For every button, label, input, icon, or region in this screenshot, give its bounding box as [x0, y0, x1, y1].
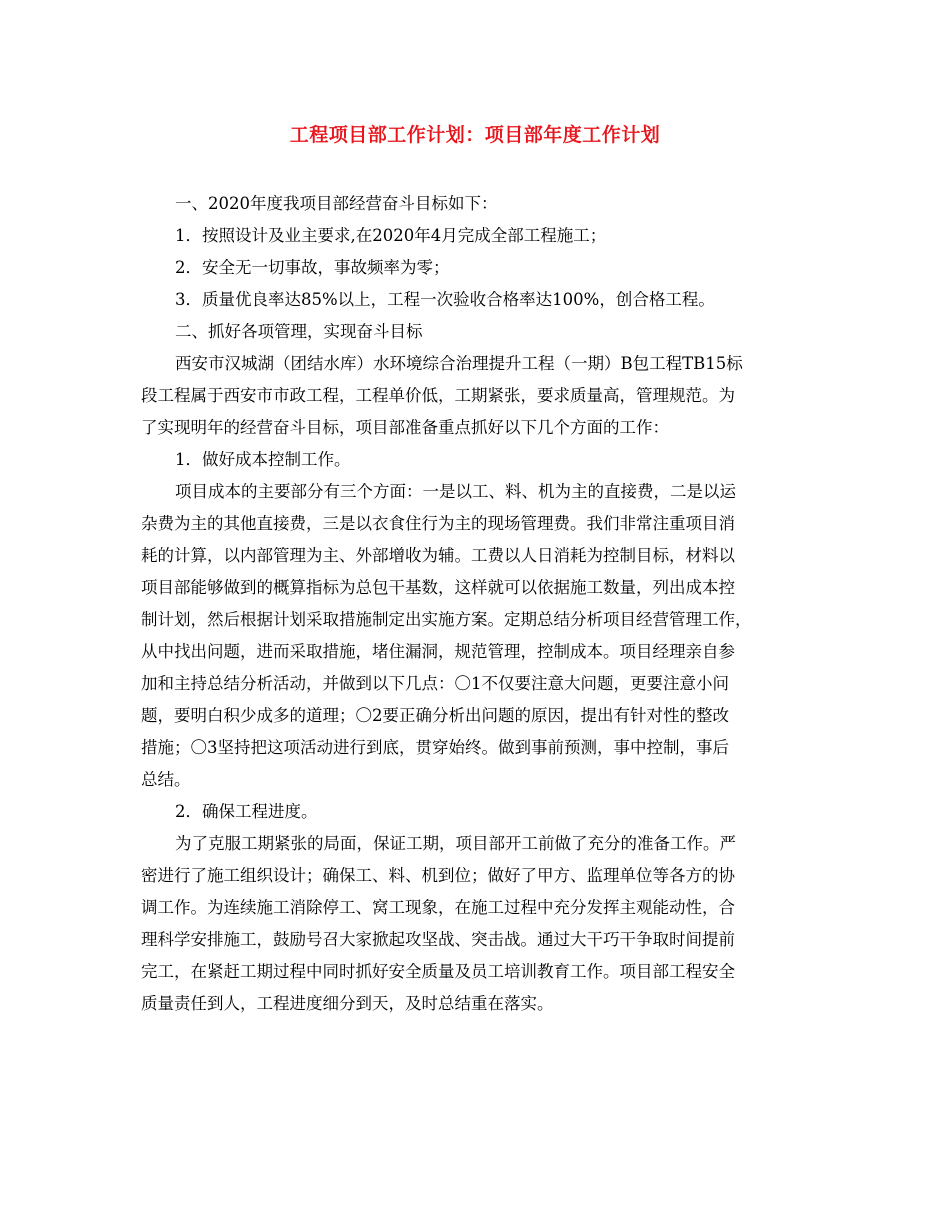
paragraph-line: 项目部能够做到的概算指标为总包干基数，这样就可以依据施工数量，列出成本控 — [141, 578, 735, 597]
document-title: 工程项目部工作计划：项目部年度工作计划 — [289, 124, 661, 146]
paragraph-line: 了实现明年的经营奋斗目标，项目部准备重点抓好以下几个方面的工作： — [141, 418, 669, 437]
paragraph-line: 总结。 — [141, 770, 191, 789]
document-body — [141, 188, 821, 1020]
paragraph-line: 调工作。为连续施工消除停工、窝工现象，在施工过程中充分发挥主观能动性，合 — [141, 898, 735, 917]
paragraph-line: 完工，在紧赶工期过程中同时抓好安全质量及员工培训教育工作。项目部工程安全 — [141, 962, 735, 981]
subheading-cost-control: 1．做好成本控制工作。 — [175, 450, 351, 469]
paragraph-line: 杂费为主的其他直接费，三是以衣食住行为主的现场管理费。我们非常注重项目消 — [141, 514, 735, 533]
goal-item-3: 3．质量优良率达85%以上，工程一次验收合格率达100%，创合格工程。 — [175, 290, 715, 309]
paragraph-line: 加和主持总结分析活动，并做到以下几点：〇1不仅要注意大问题，更要注意小问 — [141, 674, 729, 693]
goal-item-2: 2．安全无一切事故，事故频率为零； — [175, 258, 450, 277]
paragraph-line: 理科学安排施工，鼓励号召大家掀起攻坚战、突击战。通过大干巧干争取时间提前 — [141, 930, 735, 949]
subheading-progress: 2．确保工程进度。 — [175, 802, 318, 821]
paragraph-line: 西安市汉城湖（团结水库）水环境综合治理提升工程（一期）B包工程TB15标 — [175, 354, 743, 373]
paragraph-line: 密进行了施工组织设计；确保工、料、机到位；做好了甲方、监理单位等各方的协 — [141, 866, 735, 885]
paragraph-line: 措施；〇3坚持把这项活动进行到底，贯穿始终。做到事前预测，事中控制，事后 — [141, 738, 729, 757]
paragraph-line: 从中找出问题，进而采取措施，堵住漏洞，规范管理，控制成本。项目经理亲自参 — [141, 642, 735, 661]
paragraph-line: 为了克服工期紧张的局面，保证工期，项目部开工前做了充分的准备工作。严 — [175, 834, 736, 853]
paragraph-line: 制计划，然后根据计划采取措施制定出实施方案。定期总结分析项目经营管理工作， — [141, 610, 752, 629]
paragraph-line: 题，要明白积少成多的道理；〇2要正确分析出问题的原因，提出有针对性的整改 — [141, 706, 729, 725]
paragraph-line: 耗的计算，以内部管理为主、外部增收为辅。工费以人日消耗为控制目标，材料以 — [141, 546, 735, 565]
paragraph-line: 项目成本的主要部分有三个方面：一是以工、料、机为主的直接费，二是以运 — [175, 482, 736, 501]
paragraph-line: 质量责任到人，工程进度细分到天，及时总结重在落实。 — [141, 994, 554, 1013]
section-heading-2: 二、抓好各项管理，实现奋斗目标 — [175, 322, 423, 341]
paragraph-line: 段工程属于西安市市政工程，工程单价低，工期紧张，要求质量高，管理规范。为 — [141, 386, 735, 405]
section-heading-1: 一、2020年度我项目部经营奋斗目标如下： — [175, 194, 498, 213]
goal-item-1: 1．按照设计及业主要求,在2020年4月完成全部工程施工； — [175, 226, 607, 245]
